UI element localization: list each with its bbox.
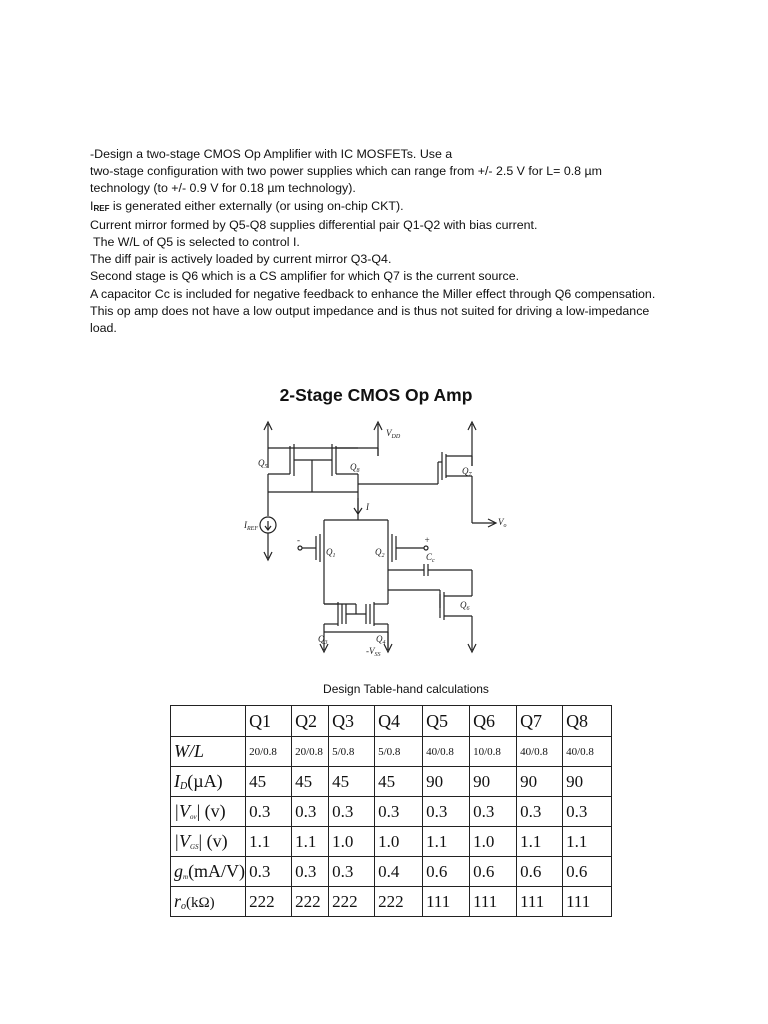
- table-cell: 5/0.8: [375, 737, 423, 767]
- table-corner-cell: [171, 706, 246, 737]
- table-row: [171, 827, 612, 857]
- table-cell: 0.3: [517, 797, 563, 827]
- noninverting-input-label: +: [424, 535, 431, 545]
- table-caption: [0, 682, 768, 696]
- table-cell: 1.0: [470, 827, 517, 857]
- table-row: [171, 887, 612, 917]
- table-cell: 90: [517, 767, 563, 797]
- table-cell: 45: [292, 767, 329, 797]
- table-cell: 1.1: [246, 827, 292, 857]
- intro-line: The W/L of Q5 is selected to control I.: [93, 235, 300, 250]
- table-cell: 1.1: [423, 827, 470, 857]
- table-cell: 45: [246, 767, 292, 797]
- table-cell: 0.3: [329, 857, 375, 887]
- row-label-gm: $g_m(mA/V)$: [171, 857, 246, 887]
- q7-label: $Q_7$: [462, 466, 472, 478]
- table-cell: 0.3: [423, 797, 470, 827]
- table-cell: 0.3: [563, 797, 612, 827]
- table-cell: 0.3: [246, 857, 292, 887]
- design-table: [170, 705, 612, 917]
- q6-label: $Q_6$: [460, 600, 470, 612]
- figure-title-text: 2-Stage CMOS Op Amp: [279, 385, 473, 405]
- q1-label: $Q_1$: [326, 547, 336, 559]
- table-cell: 0.6: [517, 857, 563, 887]
- row-label-id: $I_D(\mu A)$: [171, 767, 246, 797]
- table-cell: 20/0.8: [246, 737, 292, 767]
- table-cell: 0.3: [329, 797, 375, 827]
- table-cell: 0.6: [470, 857, 517, 887]
- table-cell: 0.3: [470, 797, 517, 827]
- intro-line: load.: [90, 321, 117, 336]
- table-cell: 1.1: [292, 827, 329, 857]
- table-cell: 1.0: [329, 827, 375, 857]
- header-cell: Q1: [246, 706, 292, 737]
- schematic-wires: [260, 422, 496, 652]
- table-cell: 0.3: [246, 797, 292, 827]
- vdd-label: $V_{DD}$: [386, 428, 401, 440]
- table-cell: 90: [470, 767, 517, 797]
- q3-label: $Q_3$: [318, 634, 328, 646]
- cc-label: $C_c$: [426, 552, 435, 564]
- intro-line: This op amp does not have a low output impedance and is thus not suited for driving a low-impedance: [90, 303, 650, 318]
- table-cell: 111: [423, 887, 470, 917]
- intro-line: A capacitor Cc is included for negative feedback to enhance the Miller effect through Q6 compensation.: [90, 286, 656, 301]
- table-cell: 10/0.8: [470, 737, 517, 767]
- header-cell: Q2: [292, 706, 329, 737]
- header-cell: Q7: [517, 706, 563, 737]
- table-cell: 90: [563, 767, 612, 797]
- q8-label: $Q_8$: [350, 462, 360, 474]
- table-cell: 222: [246, 887, 292, 917]
- intro-line: two-stage configuration with two power supplies which can range from +/- 2.5 V for L= 0.8 µm: [90, 164, 602, 179]
- table-cell: 0.3: [292, 857, 329, 887]
- table-cell: 1.1: [563, 827, 612, 857]
- table-row: [171, 857, 612, 887]
- table-cell: 222: [375, 887, 423, 917]
- intro-line: Current mirror formed by Q5-Q8 supplies differential pair Q1-Q2 with bias current.: [90, 217, 538, 232]
- table-cell: 0.3: [292, 797, 329, 827]
- op-amp-schematic: [240, 418, 520, 664]
- table-cell: 40/0.8: [423, 737, 470, 767]
- table-cell: 111: [563, 887, 612, 917]
- iref-text: is generated either externally (or using on-chip CKT).: [109, 198, 404, 213]
- table-cell: 222: [292, 887, 329, 917]
- iref-label: $I_{REF}$: [244, 520, 258, 532]
- figure-title: [0, 385, 768, 406]
- row-label-wl: W/L: [171, 737, 246, 767]
- table-cell: 40/0.8: [517, 737, 563, 767]
- table-header-row: [171, 706, 612, 737]
- table-cell: 45: [329, 767, 375, 797]
- table-cell: 0.6: [563, 857, 612, 887]
- row-label-ro: $r_o(k\Omega)$: [171, 887, 246, 917]
- i-label: I: [366, 502, 369, 512]
- iref-symbol: I: [90, 198, 94, 213]
- table-caption-text: Design Table-hand calculations: [323, 682, 489, 696]
- header-cell: Q8: [563, 706, 612, 737]
- table-row: [171, 767, 612, 797]
- intro-line: technology (to +/- 0.9 V for 0.18 µm technology).: [90, 181, 356, 196]
- intro-line: The diff pair is actively loaded by current mirror Q3-Q4.: [90, 252, 392, 267]
- table-row: [171, 797, 612, 827]
- intro-line: Second stage is Q6 which is a CS amplifier for which Q7 is the current source.: [90, 269, 520, 284]
- header-cell: Q3: [329, 706, 375, 737]
- header-cell: Q6: [470, 706, 517, 737]
- header-cell: Q5: [423, 706, 470, 737]
- table-cell: 0.4: [375, 857, 423, 887]
- table-cell: 0.3: [375, 797, 423, 827]
- table-cell: 0.6: [423, 857, 470, 887]
- q4-label: $Q_4$: [376, 634, 386, 646]
- table-cell: 20/0.8: [292, 737, 329, 767]
- row-label-vgs: $|V_{GS}|$ (v): [171, 827, 246, 857]
- table-cell: 111: [517, 887, 563, 917]
- iref-subscript: REF: [93, 203, 110, 213]
- row-label-vov: $|V_{ov}|$ (v): [171, 797, 246, 827]
- table-cell: 111: [470, 887, 517, 917]
- intro-text: [90, 146, 690, 337]
- vss-label: $-V_{SS}$: [366, 646, 381, 658]
- vo-label: $V_o$: [498, 517, 507, 529]
- table-cell: 45: [375, 767, 423, 797]
- table-row: [171, 737, 612, 767]
- header-cell: Q4: [375, 706, 423, 737]
- table-cell: 222: [329, 887, 375, 917]
- inverting-input-label: -: [297, 535, 300, 545]
- table-cell: 5/0.8: [329, 737, 375, 767]
- table-cell: 90: [423, 767, 470, 797]
- q5-label: $Q_5$: [258, 458, 268, 470]
- q2-label: $Q_2$: [375, 547, 385, 559]
- intro-line: [90, 198, 690, 217]
- intro-line: -Design a two-stage CMOS Op Amplifier with IC MOSFETs. Use a: [90, 147, 453, 161]
- table-cell: 1.1: [517, 827, 563, 857]
- table-cell: 40/0.8: [563, 737, 612, 767]
- table-cell: 1.0: [375, 827, 423, 857]
